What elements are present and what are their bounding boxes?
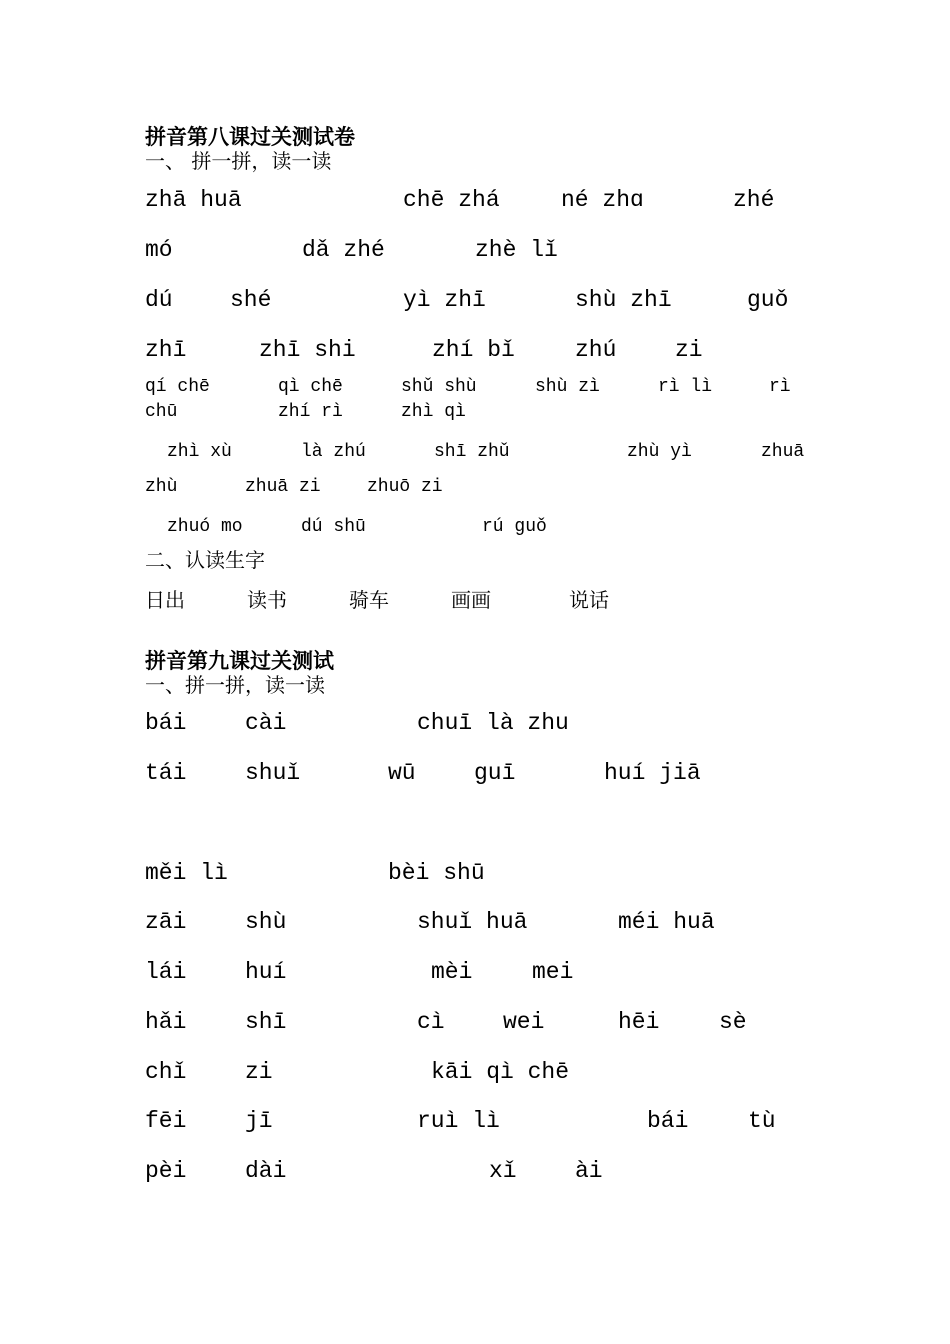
pinyin-word: hēi bbox=[618, 1009, 660, 1035]
hanzi-word: 读书 bbox=[247, 588, 287, 612]
pinyin-word: qì chē bbox=[278, 377, 343, 397]
pinyin-word: mei bbox=[532, 959, 574, 985]
hanzi-word: 画画 bbox=[451, 588, 491, 612]
pinyin-word: zhí bǐ bbox=[432, 337, 515, 363]
pinyin-word: tù bbox=[748, 1108, 776, 1134]
pinyin-word: rú guǒ bbox=[482, 517, 547, 537]
hanzi-word: 骑车 bbox=[349, 588, 389, 612]
pinyin-word: zhì xù bbox=[167, 442, 232, 462]
pinyin-word: shù bbox=[245, 909, 287, 935]
pinyin-word: yì zhī bbox=[403, 287, 486, 313]
pinyin-word: mó bbox=[145, 237, 173, 263]
pinyin-word: shī zhǔ bbox=[434, 442, 510, 462]
pinyin-word: shù zì bbox=[535, 377, 600, 397]
pinyin-word: né zhɑ bbox=[561, 187, 644, 213]
pinyin-word: pèi bbox=[145, 1158, 187, 1184]
pinyin-word: zhí rì bbox=[278, 402, 343, 422]
pinyin-word: shuǐ bbox=[245, 760, 301, 786]
lesson8-section1-heading: 一、 拼一拼，读一读 bbox=[145, 149, 332, 173]
pinyin-word: zāi bbox=[145, 909, 187, 935]
pinyin-word: zhù yì bbox=[627, 442, 692, 462]
pinyin-word: shé bbox=[230, 287, 272, 313]
lesson8-section2-heading: 二、认读生字 bbox=[145, 548, 265, 572]
pinyin-word: bái bbox=[145, 710, 187, 736]
pinyin-word: dú bbox=[145, 287, 173, 313]
pinyin-word: jī bbox=[245, 1108, 273, 1134]
pinyin-word: dú shū bbox=[301, 517, 366, 537]
pinyin-word: huí jiā bbox=[604, 760, 701, 786]
pinyin-word: shǔ shù bbox=[401, 377, 477, 397]
pinyin-word: xǐ bbox=[489, 1158, 517, 1184]
pinyin-word: zhuó mo bbox=[167, 517, 243, 537]
pinyin-word: guī bbox=[474, 760, 516, 786]
pinyin-word: cì bbox=[417, 1009, 445, 1035]
pinyin-word: qí chē bbox=[145, 377, 210, 397]
pinyin-word: zhì qì bbox=[401, 402, 466, 422]
pinyin-word: chē zhá bbox=[403, 187, 500, 213]
pinyin-word: zhè lǐ bbox=[475, 237, 558, 263]
pinyin-word: huí bbox=[245, 959, 287, 985]
pinyin-word: tái bbox=[145, 760, 187, 786]
pinyin-word: ài bbox=[575, 1158, 603, 1184]
pinyin-word: rì lì bbox=[658, 377, 713, 397]
pinyin-word: guǒ bbox=[747, 287, 789, 313]
pinyin-word: zhuā bbox=[761, 442, 805, 462]
pinyin-word: kāi qì chē bbox=[431, 1059, 570, 1085]
pinyin-word: chū bbox=[145, 402, 178, 422]
pinyin-word: sè bbox=[719, 1009, 747, 1035]
pinyin-word: zhī shi bbox=[259, 337, 356, 363]
pinyin-word: hǎi bbox=[145, 1009, 187, 1035]
pinyin-word: ruì lì bbox=[417, 1108, 500, 1134]
pinyin-word: zhuō zi bbox=[367, 477, 443, 497]
hanzi-word: 日出 bbox=[145, 588, 185, 612]
lesson9-title: 拼音第九课过关测试 bbox=[145, 648, 334, 673]
pinyin-word: bèi shū bbox=[388, 860, 485, 886]
pinyin-word: lái bbox=[145, 959, 187, 985]
pinyin-word: měi lì bbox=[145, 860, 228, 886]
pinyin-word: zhuā zi bbox=[245, 477, 321, 497]
pinyin-word: méi huā bbox=[618, 909, 715, 935]
pinyin-word: zi bbox=[675, 337, 703, 363]
pinyin-word: zhī bbox=[145, 337, 187, 363]
pinyin-word: shù zhī bbox=[575, 287, 672, 313]
pinyin-word: wū bbox=[388, 760, 416, 786]
pinyin-word: rì bbox=[769, 377, 791, 397]
pinyin-word: shuǐ huā bbox=[417, 909, 528, 935]
pinyin-word: chuī là zhu bbox=[417, 710, 569, 736]
pinyin-word: shī bbox=[245, 1009, 287, 1035]
pinyin-word: chǐ bbox=[145, 1059, 187, 1085]
pinyin-word: bái bbox=[647, 1108, 689, 1134]
pinyin-word: zi bbox=[245, 1059, 273, 1085]
hanzi-word: 说话 bbox=[569, 588, 609, 612]
pinyin-word: wei bbox=[503, 1009, 545, 1035]
pinyin-word: fēi bbox=[145, 1108, 187, 1134]
pinyin-word: mèi bbox=[431, 959, 473, 985]
pinyin-word: zhú bbox=[575, 337, 617, 363]
lesson9-section1-heading: 一、拼一拼，读一读 bbox=[145, 673, 325, 697]
pinyin-word: dài bbox=[245, 1158, 287, 1184]
lesson8-title: 拼音第八课过关测试卷 bbox=[145, 124, 355, 149]
pinyin-word: dǎ zhé bbox=[302, 237, 385, 263]
pinyin-word: zhù bbox=[145, 477, 178, 497]
pinyin-word: là zhú bbox=[301, 442, 366, 462]
pinyin-word: zhé bbox=[733, 187, 775, 213]
pinyin-word: zhā huā bbox=[145, 187, 242, 213]
pinyin-word: cài bbox=[245, 710, 287, 736]
